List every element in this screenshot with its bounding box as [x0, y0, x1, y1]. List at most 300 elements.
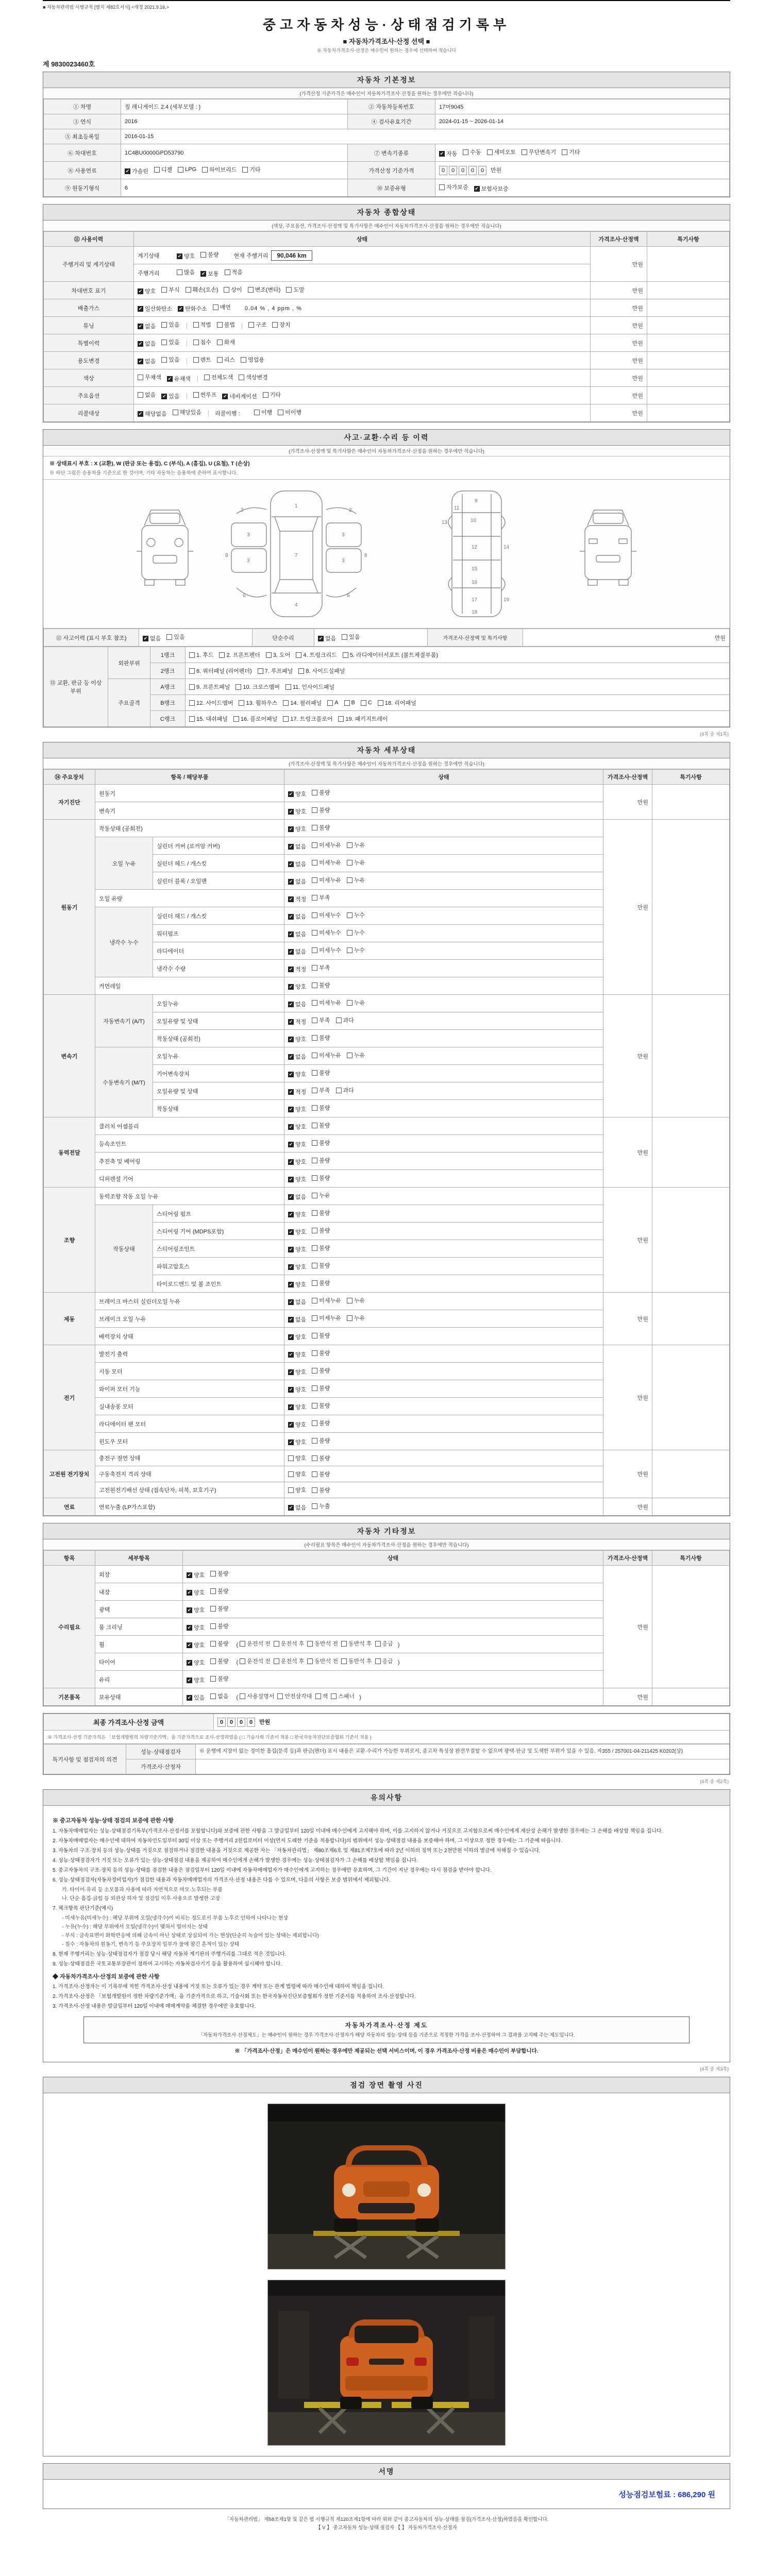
- overall-option[interactable]: [138, 391, 156, 399]
- detail-option[interactable]: [312, 1174, 330, 1182]
- detail-option[interactable]: [288, 860, 306, 868]
- etc-extra-option[interactable]: [375, 1639, 393, 1648]
- detail-option[interactable]: [288, 1053, 306, 1061]
- svg-text:6: 6: [243, 593, 246, 599]
- warranty-option[interactable]: [439, 183, 468, 191]
- panel-option[interactable]: [344, 700, 355, 706]
- checkbox-label: 불량: [217, 1588, 229, 1595]
- detail-option[interactable]: [312, 1191, 330, 1199]
- checkbox-icon: [217, 340, 223, 345]
- detail-option[interactable]: [312, 1419, 330, 1427]
- etc-extra-option[interactable]: [240, 1657, 271, 1665]
- detail-option[interactable]: [312, 858, 341, 867]
- etc-option[interactable]: [187, 1571, 205, 1579]
- overall-option[interactable]: [138, 410, 167, 418]
- checkbox-label: 10. 크로스멤버: [243, 684, 280, 690]
- detail-option[interactable]: [312, 911, 341, 919]
- state-options: [284, 942, 603, 960]
- detail-option[interactable]: [312, 1226, 330, 1234]
- checkbox-checked-icon: ✔: [289, 1229, 293, 1234]
- panel-option[interactable]: [266, 651, 290, 659]
- detail-option[interactable]: [288, 877, 306, 886]
- warranty-options: [435, 179, 730, 197]
- detail-option[interactable]: [312, 1314, 341, 1322]
- detail-option[interactable]: [288, 842, 306, 851]
- detail-option[interactable]: [288, 1018, 306, 1026]
- overall-option[interactable]: [161, 392, 179, 400]
- state-options: [134, 282, 591, 299]
- panel-option[interactable]: [283, 699, 322, 707]
- detail-option[interactable]: [288, 1503, 306, 1512]
- panel-option[interactable]: [343, 651, 438, 659]
- detail-option[interactable]: [288, 1368, 306, 1376]
- checkbox-checked-icon: ✔: [289, 791, 293, 796]
- rank-label: A랭크: [150, 679, 186, 695]
- use-history-label: 주행거리 및 계기상태: [44, 247, 134, 282]
- fuel-option[interactable]: [178, 166, 196, 173]
- state-item-name: 주행거리: [138, 270, 160, 277]
- overall-option[interactable]: [193, 320, 211, 329]
- page-marker: (4쪽 중 제3쪽): [700, 2066, 729, 2072]
- etc-option[interactable]: [187, 1641, 205, 1649]
- overall-option[interactable]: [193, 391, 217, 399]
- checkbox-label: 미세누유: [319, 877, 341, 884]
- detail-option[interactable]: [347, 946, 365, 954]
- checkbox-icon: [266, 652, 272, 658]
- etc-option[interactable]: [210, 1569, 228, 1578]
- price-cell: 만원: [591, 299, 647, 317]
- checkbox-label: 없음: [295, 1505, 307, 1511]
- overall-option[interactable]: [186, 285, 219, 294]
- detail-option[interactable]: [312, 998, 341, 1007]
- detail-option[interactable]: [288, 895, 306, 903]
- state-options: [284, 1363, 603, 1380]
- detail-option[interactable]: [312, 1261, 330, 1269]
- overall-option[interactable]: [177, 252, 195, 260]
- fuel-option[interactable]: [125, 167, 148, 175]
- checkbox-icon: [312, 1403, 317, 1409]
- etc-option[interactable]: [210, 1657, 228, 1665]
- detail-option[interactable]: [288, 1193, 306, 1201]
- svg-text:8: 8: [225, 553, 228, 558]
- panel-option[interactable]: [338, 715, 388, 723]
- etc-option[interactable]: [210, 1674, 228, 1683]
- overall-option[interactable]: [200, 250, 219, 259]
- notice-item: 6. 성능·상태점검자(자동차정비업자)가 점검한 내용과 자동차매매업자의 가격조사·산정 내용은 다를 수 있으며, 다음의 사항은 보증 범위에서 제외됩니다.: [53, 1877, 391, 1883]
- detail-option[interactable]: [312, 1502, 330, 1510]
- overall-option[interactable]: [263, 391, 281, 399]
- overall-option[interactable]: [278, 408, 301, 416]
- fuel-option[interactable]: [202, 165, 237, 174]
- checkbox-icon: [312, 982, 317, 988]
- detail-option[interactable]: [312, 841, 341, 849]
- detail-option[interactable]: [312, 1436, 330, 1445]
- detail-option[interactable]: [312, 1401, 330, 1410]
- overall-option[interactable]: [225, 268, 243, 276]
- overall-option[interactable]: [138, 322, 156, 330]
- panel-option[interactable]: [258, 667, 293, 675]
- detail-option[interactable]: [347, 858, 365, 867]
- field-label: ⑧ 사용연료: [44, 162, 121, 179]
- overall-option[interactable]: [254, 408, 272, 416]
- checkbox-checked-icon: ✔: [289, 808, 293, 814]
- detail-option[interactable]: [312, 1139, 330, 1147]
- overall-option[interactable]: [177, 268, 195, 276]
- detail-option[interactable]: [288, 1175, 306, 1183]
- detail-option[interactable]: [312, 1086, 330, 1094]
- detail-option[interactable]: [312, 963, 330, 972]
- overall-option[interactable]: [217, 320, 235, 329]
- etc-option[interactable]: [210, 1692, 228, 1700]
- detail-option[interactable]: [288, 1035, 306, 1043]
- detail-option[interactable]: [312, 1121, 330, 1129]
- detail-option[interactable]: [312, 1244, 330, 1252]
- etc-extra-option[interactable]: [341, 1639, 372, 1648]
- svg-text:3: 3: [342, 532, 345, 538]
- detail-option[interactable]: [347, 1314, 365, 1322]
- etc-section: [43, 1523, 730, 1706]
- etc-extra-option[interactable]: [331, 1692, 355, 1700]
- simple-repair-option[interactable]: [342, 633, 360, 641]
- sub-group-label: 오일 누유: [95, 837, 153, 890]
- etc-option[interactable]: [210, 1604, 228, 1613]
- detail-option[interactable]: [312, 1069, 330, 1077]
- transmission-option[interactable]: [487, 148, 516, 156]
- checkbox-label: 누유: [319, 1193, 330, 1199]
- state-options: [284, 1030, 603, 1047]
- etc-option[interactable]: [187, 1588, 205, 1597]
- device-label: 기본품목: [44, 1688, 95, 1706]
- detail-option[interactable]: [288, 1140, 306, 1148]
- detail-option[interactable]: [288, 825, 306, 833]
- etc-option[interactable]: [210, 1622, 228, 1630]
- checkbox-checked-icon: ✔: [289, 984, 293, 989]
- detail-option[interactable]: [312, 1366, 330, 1375]
- overall-option[interactable]: [241, 355, 264, 364]
- checkbox-label: 기타: [270, 392, 281, 398]
- etc-extra-option[interactable]: [277, 1692, 312, 1700]
- detail-option[interactable]: [336, 1016, 354, 1024]
- panel-option[interactable]: [378, 699, 416, 707]
- panel-option[interactable]: [239, 699, 277, 707]
- detail-option[interactable]: [347, 998, 365, 1007]
- detail-option[interactable]: [312, 1209, 330, 1217]
- transmission-option[interactable]: [463, 148, 481, 156]
- checkbox-label: 있음: [169, 394, 180, 400]
- detail-option[interactable]: [312, 788, 330, 796]
- overall-option[interactable]: [193, 355, 211, 364]
- checkbox-icon: [347, 912, 352, 918]
- detail-option[interactable]: [312, 1156, 330, 1164]
- etc-option[interactable]: [187, 1658, 205, 1667]
- etc-extra-option[interactable]: [307, 1657, 338, 1665]
- detail-option[interactable]: [312, 876, 341, 884]
- state-options: [284, 1310, 603, 1328]
- panel-option[interactable]: [189, 683, 230, 691]
- detail-option[interactable]: [312, 806, 330, 814]
- overall-option[interactable]: [248, 285, 281, 294]
- panel-options: [186, 711, 730, 727]
- detail-option[interactable]: [288, 912, 306, 921]
- detail-option[interactable]: [288, 1210, 306, 1218]
- etc-extra-option[interactable]: [375, 1657, 393, 1665]
- checkbox-icon: [161, 357, 167, 363]
- panel-option[interactable]: [189, 699, 233, 707]
- checkbox-label: 하이브리드: [209, 167, 237, 173]
- detail-option[interactable]: [288, 1263, 306, 1271]
- checkbox-icon: [254, 410, 260, 415]
- simple-repair-option[interactable]: [318, 634, 336, 642]
- panel-option[interactable]: [236, 683, 279, 691]
- checkbox-label: 불량: [319, 1105, 330, 1111]
- etc-extra-option[interactable]: [307, 1639, 338, 1648]
- detail-option[interactable]: [312, 1279, 330, 1287]
- detail-option[interactable]: [312, 1470, 330, 1478]
- overall-option[interactable]: [204, 373, 233, 381]
- detail-option[interactable]: [312, 1331, 330, 1340]
- warranty-option[interactable]: [474, 184, 509, 193]
- detail-option[interactable]: [288, 1280, 306, 1289]
- checkbox-label: 양호: [194, 1625, 205, 1631]
- etc-option[interactable]: [210, 1639, 228, 1648]
- checkbox-checked-icon: ✔: [162, 393, 166, 399]
- overall-option[interactable]: [161, 285, 179, 294]
- overall-option[interactable]: [161, 355, 179, 364]
- detail-option[interactable]: [312, 1016, 330, 1024]
- overall-option[interactable]: [167, 375, 191, 383]
- checkbox-label: 상이: [231, 287, 242, 293]
- detail-option[interactable]: [288, 790, 306, 798]
- svg-text:9: 9: [475, 498, 478, 504]
- detail-option[interactable]: [288, 982, 306, 991]
- checkbox-checked-icon: ✔: [440, 150, 444, 156]
- checkbox-label: 과다: [343, 1088, 354, 1094]
- photos-section: [43, 2077, 730, 2456]
- detail-option[interactable]: [312, 1486, 330, 1494]
- detail-option[interactable]: [312, 981, 330, 989]
- panel-option[interactable]: [219, 651, 260, 659]
- detail-option[interactable]: [288, 1123, 306, 1131]
- detail-option[interactable]: [288, 1315, 306, 1324]
- sub-group-label: 자동변속기 (A/T): [95, 995, 153, 1047]
- detail-option[interactable]: [288, 1298, 306, 1306]
- detail-option[interactable]: [288, 1105, 306, 1113]
- svg-text:13: 13: [442, 520, 448, 526]
- overall-option[interactable]: [222, 392, 257, 400]
- price-cell: 만원: [591, 317, 647, 334]
- checkbox-label: 적음: [231, 269, 243, 276]
- overall-option[interactable]: [138, 304, 172, 313]
- overall-option[interactable]: [213, 303, 231, 311]
- detail-option[interactable]: [288, 1438, 306, 1446]
- item-name: 실린더 커버 (로커암 커버): [153, 837, 284, 855]
- detail-option[interactable]: [312, 1384, 330, 1392]
- detail-option[interactable]: [312, 928, 341, 937]
- detail-option[interactable]: [288, 947, 306, 956]
- detail-option[interactable]: [288, 1454, 306, 1462]
- detail-option[interactable]: [312, 1454, 330, 1462]
- etc-extra-option[interactable]: [315, 1692, 328, 1700]
- transmission-option[interactable]: [439, 149, 457, 158]
- item-name: 연료누출 (LP가스포함): [95, 1498, 284, 1516]
- checkbox-checked-icon: ✔: [289, 1316, 293, 1322]
- detail-option[interactable]: [288, 1000, 306, 1008]
- overall-option[interactable]: [224, 285, 242, 294]
- etc-extra-option[interactable]: [240, 1639, 271, 1648]
- checkbox-label: 동반석 전: [314, 1658, 338, 1665]
- detail-section-note: (가격조사·산정액 및 특기사항은 매수인이 자동차가격조사·산정을 원하는 경우에만 적습니다): [43, 758, 730, 769]
- detail-option[interactable]: [288, 1070, 306, 1078]
- detail-option[interactable]: [347, 841, 365, 849]
- overall-option[interactable]: [161, 320, 179, 329]
- detail-option[interactable]: [288, 1333, 306, 1341]
- overall-option[interactable]: [200, 269, 219, 278]
- etc-option[interactable]: [187, 1623, 205, 1632]
- state-options: [284, 1117, 603, 1135]
- overall-option[interactable]: [138, 357, 156, 365]
- detail-option[interactable]: [312, 1296, 341, 1304]
- fuel-option[interactable]: [154, 165, 172, 174]
- detail-option[interactable]: [347, 1051, 365, 1059]
- item-name: 보유상태: [95, 1688, 183, 1706]
- panel-option[interactable]: [327, 700, 338, 706]
- checkbox-label: 네비게이션: [229, 394, 257, 400]
- checkbox-icon: [210, 1658, 216, 1664]
- etc-option[interactable]: [187, 1606, 205, 1614]
- field-label: 단순수리: [253, 629, 314, 647]
- overall-option[interactable]: [138, 287, 156, 295]
- detail-option[interactable]: [288, 1228, 306, 1236]
- checkbox-icon: [189, 716, 195, 722]
- panel-option[interactable]: [283, 715, 332, 723]
- detail-option[interactable]: [288, 1385, 306, 1394]
- checkbox-label: 적정: [295, 1019, 307, 1025]
- detail-option[interactable]: [288, 965, 306, 973]
- detail-option[interactable]: [288, 930, 306, 938]
- checkbox-icon: [210, 1588, 216, 1594]
- checkbox-checked-icon: ✔: [138, 288, 143, 294]
- state-options: [134, 369, 591, 387]
- detail-option[interactable]: [312, 823, 330, 832]
- detail-option[interactable]: [288, 1470, 306, 1478]
- overall-option[interactable]: [217, 338, 235, 346]
- remark-cell: [652, 1688, 730, 1706]
- detail-option[interactable]: [288, 1350, 306, 1359]
- svg-text:3: 3: [247, 532, 250, 538]
- fuel-option[interactable]: [242, 165, 260, 174]
- detail-option[interactable]: [288, 1088, 306, 1096]
- checkbox-label: 누유: [354, 877, 365, 884]
- etc-extra-option[interactable]: [240, 1692, 274, 1700]
- checkbox-icon: [210, 1606, 216, 1612]
- overall-option[interactable]: [138, 373, 161, 381]
- checkbox-icon: [166, 634, 172, 640]
- overall-option[interactable]: [138, 340, 156, 348]
- detail-option[interactable]: [288, 1486, 306, 1494]
- overall-option[interactable]: [173, 408, 202, 416]
- overall-option[interactable]: [161, 338, 179, 346]
- notice-subitem: 가. 타이어·유리 등 소모품과 사용에 따라 자연적으로 마모·노후되는 부품: [62, 1887, 223, 1893]
- etc-extra-option[interactable]: [274, 1657, 305, 1665]
- item-name: 작동상태 (공회전): [95, 820, 284, 837]
- detail-option[interactable]: [312, 893, 330, 902]
- detail-option[interactable]: [312, 1051, 341, 1059]
- etc-extra-option[interactable]: [341, 1657, 372, 1665]
- overall-option[interactable]: [193, 338, 211, 346]
- detail-option[interactable]: [347, 876, 365, 884]
- detail-option[interactable]: [288, 1245, 306, 1253]
- panel-option[interactable]: [189, 667, 252, 675]
- state-options: [284, 960, 603, 977]
- overall-option[interactable]: [217, 355, 235, 364]
- detail-option[interactable]: [312, 1104, 330, 1112]
- price-cell: 만원: [603, 1498, 652, 1516]
- checkbox-label: 적정: [295, 896, 307, 903]
- overall-option[interactable]: [248, 320, 266, 329]
- accident-history-option[interactable]: [166, 633, 184, 641]
- accident-history-option[interactable]: [143, 634, 161, 642]
- detail-option[interactable]: [336, 1086, 354, 1094]
- checkbox-checked-icon: ✔: [187, 1624, 192, 1630]
- checkbox-label: 불량: [319, 1228, 330, 1234]
- rank-label: C랭크: [150, 711, 186, 727]
- checkbox-label: 유채색: [174, 376, 191, 382]
- checkbox-icon: [288, 1487, 294, 1493]
- overall-option[interactable]: [239, 373, 268, 381]
- item-name: 작동상태: [153, 1100, 284, 1117]
- detail-option[interactable]: [347, 911, 365, 919]
- panel-option[interactable]: [189, 651, 213, 659]
- transmission-option[interactable]: [562, 148, 580, 156]
- etc-table: [43, 1550, 730, 1706]
- transmission-option[interactable]: [522, 148, 556, 156]
- etc-extra-option[interactable]: [274, 1639, 305, 1648]
- panel-option[interactable]: [233, 715, 277, 723]
- etc-option[interactable]: [210, 1587, 228, 1595]
- panel-option[interactable]: [285, 683, 334, 691]
- panel-option[interactable]: [296, 651, 337, 659]
- panel-option[interactable]: [361, 700, 372, 706]
- price-cell: 만원: [603, 785, 652, 820]
- overall-option[interactable]: [178, 304, 207, 313]
- state-options: [183, 1583, 603, 1601]
- checkbox-icon: [210, 1676, 216, 1682]
- panel-option[interactable]: [298, 667, 345, 675]
- checkbox-label: 불량: [319, 1350, 330, 1357]
- detail-option[interactable]: [312, 1349, 330, 1357]
- state-options: [284, 1415, 603, 1433]
- etc-option[interactable]: [187, 1693, 205, 1702]
- checkbox-icon: [341, 1641, 347, 1647]
- overall-option[interactable]: [286, 285, 304, 294]
- svg-text:16: 16: [472, 580, 478, 585]
- detail-option[interactable]: [347, 928, 365, 937]
- detail-option[interactable]: [288, 807, 306, 816]
- detail-option[interactable]: [288, 1158, 306, 1166]
- detail-option[interactable]: [312, 946, 341, 954]
- overall-option[interactable]: [272, 320, 290, 329]
- detail-option[interactable]: [288, 1403, 306, 1411]
- price-basis-note: ※ 가격조사·산정 기준가격은 「보험개발원의 차량기준가액」을 기준가격으로 조사·산정하였음 ( □ 기술사회 기준서 적용 □ 한국자동차진단보증협회 기준서 적용 ): [44, 1731, 730, 1744]
- etc-option[interactable]: [187, 1676, 205, 1684]
- item-name: 라디에이터: [153, 942, 284, 960]
- detail-option[interactable]: [288, 1420, 306, 1429]
- detail-option[interactable]: [312, 1033, 330, 1042]
- panel-option[interactable]: [189, 715, 228, 723]
- field-label: ② 자동차등록번호: [348, 99, 435, 114]
- panel-options: [186, 679, 730, 695]
- detail-option[interactable]: [347, 1296, 365, 1304]
